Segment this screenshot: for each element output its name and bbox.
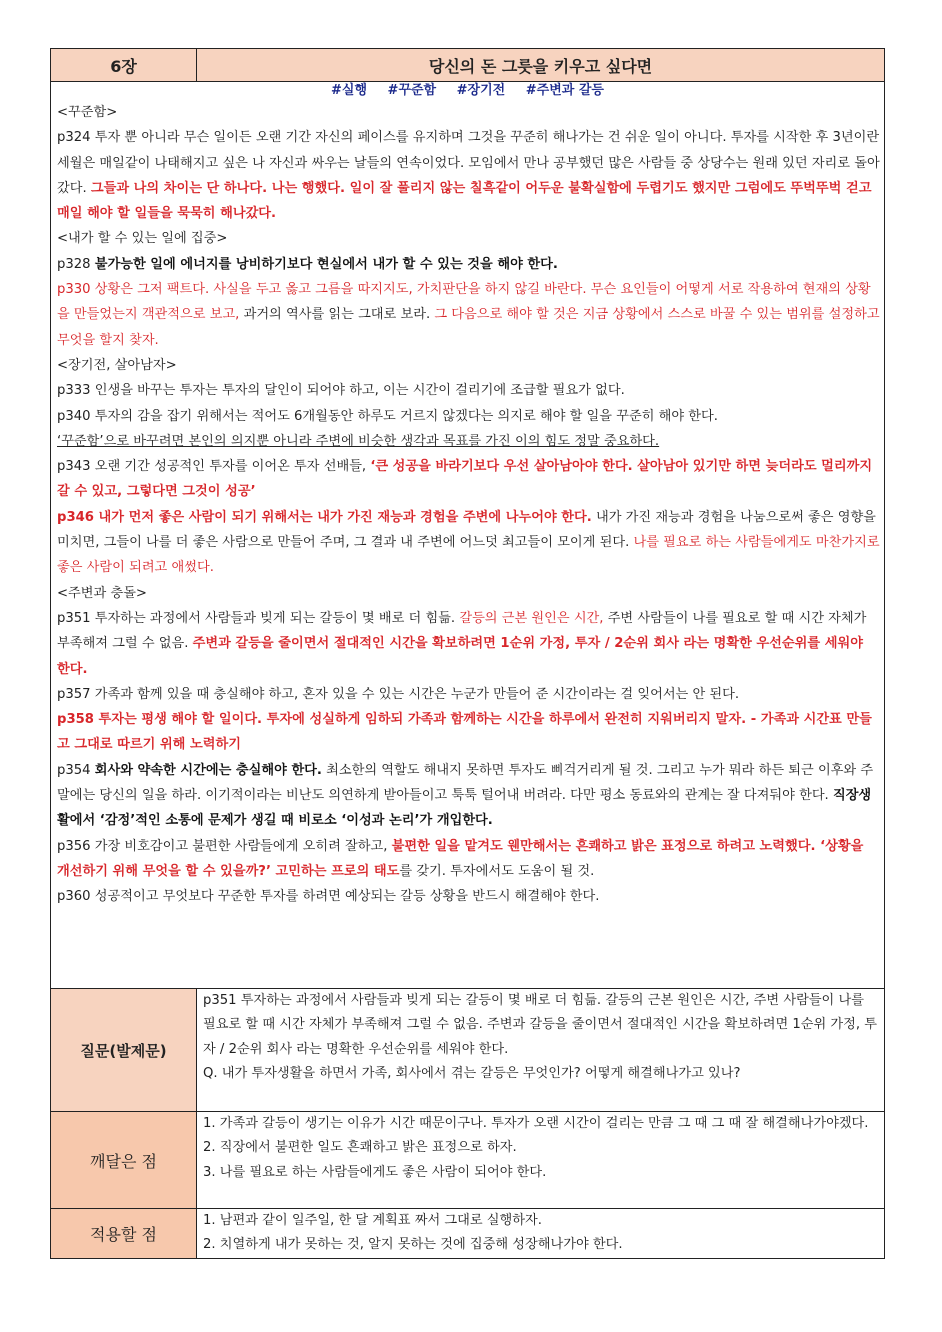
paragraph-p346 (57, 505, 880, 581)
section-title: <꾸준함> (57, 105, 118, 120)
underlined-text: ‘꾸준함’으로 바꾸려면 본인의 의지뿐 아니라 주변에 비슷한 생각과 목표를 가진 이의 힘도 정말 중요하다. (57, 433, 660, 449)
text: p356 가장 비호감이고 불편한 사람들에게 오히려 잘하고, (57, 838, 392, 854)
chapter-title: 당신의 돈 그릇을 키우고 싶다면 (197, 49, 885, 82)
summary-body (51, 100, 884, 910)
question-text: Q. 내가 투자생활을 하면서 가족, 회사에서 겪는 갈등은 무엇인가? 어떻게 해결해나가고 있나? (203, 1066, 741, 1082)
text: p324 투자 뿐 아니라 무슨 일이든 오랜 기간 자신의 페이스를 유지하며 그것을 꾸준히 해나가는 건 쉬운 일이 아니다. 투자를 시작한 후 3년이란 세월은 매일같이 나태해지고 싶은 나 자신과 싸우는 날들의 연속이었다. 모임에서 만나 공부했던 많은 사람들 중 상당수는 원래 있던 자리로 돌아갔다. (57, 130, 880, 196)
paragraph-p356 (57, 834, 880, 885)
realize-row (51, 1112, 885, 1209)
highlight-text: ‘큰 성공을 바라기보다 우선 살아남아야 한다. 살아남아 있기만 하면 늦더라도 멀리까지 갈 수 있고, 그렇다면 그것이 성공’ (57, 459, 873, 500)
tag: #주변과 갈등 (525, 83, 604, 98)
question-body: p351 투자하는 과정에서 사람들과 빚게 되는 갈등이 몇 배로 더 힘듦. 갈등의 근본 원인은 시간, 주변 사람들이 나를 필요로 할 때 시간 자체가 부족해져 그럴 수 없음. 주변과 갈등을 줄이면서 절대적인 시간을 확보하려면 1순위 가정, 투자 / 2순위 회사 라는 명확한 우선순위를 세워야 한다. (203, 993, 878, 1057)
bold-text: 불가능한 일에 에너지를 낭비하기보다 현실에서 내가 할 수 있는 것을 해야 한다. (94, 256, 558, 272)
text: p351 투자하는 과정에서 사람들과 빚게 되는 갈등이 몇 배로 더 힘듦. (57, 610, 460, 626)
paragraph-p340: p340 투자의 감을 잡기 위해서는 적어도 6개월동안 하루도 거르지 않겠다는 의지로 해야 할 일을 꾸준히 해야 한다. (57, 408, 718, 424)
list-item: 1. 남편과 같이 일주일, 한 달 계획표 짜서 그대로 실행하자. (203, 1213, 542, 1228)
section-title: <주변과 충돌> (57, 585, 147, 601)
content-cell (51, 82, 885, 989)
paragraph-p351 (57, 606, 880, 682)
question-row (51, 989, 885, 1112)
content-row (51, 82, 885, 989)
question-label: 질문(발제문) (51, 989, 197, 1112)
paragraph-p357: p357 가족과 함께 있을 때 충실해야 하고, 혼자 있을 수 있는 시간은 누군가 만들어 준 시간이라는 걸 잊어서는 안 된다. (57, 686, 740, 702)
paragraph-p354 (57, 758, 880, 834)
text: 과거의 역사를 읽는 그대로 보라. (243, 307, 435, 323)
paragraph-p358: p358 투자는 평생 해야 할 일이다. 투자에 성실하게 임하되 가족과 함께하는 시간을 하루에서 완전히 지워버리지 말자. - 가족과 시간표 만들고 그대로 따르기 위해 노력하기 (57, 712, 872, 753)
chapter-label: 6장 (51, 49, 197, 82)
tag-line (51, 82, 884, 100)
highlight-text: 갈등의 근본 원인은 시간, (459, 610, 604, 626)
list-item: 2. 직장에서 불편한 일도 흔쾌하고 밝은 표정으로 하자. (203, 1140, 517, 1156)
apply-label: 적용할 점 (51, 1209, 197, 1259)
section-title: <장기전, 살아남자> (57, 357, 177, 373)
paragraph-p328 (57, 252, 880, 277)
text: 최소한의 역할도 해내지 못하면 투자도 삐걱거리게 될 것. 그리고 누가 뭐라 하든 퇴근 이후와 주말에는 당신의 일을 하라. 이기적이라는 비난도 의연하게 받아들이고 툭툭 털어내 버려라. 다만 평소 동료와의 관계는 잘 다져둬야 한다. (57, 762, 874, 804)
apply-cell (197, 1209, 885, 1259)
tag: #꾸준함 (387, 83, 437, 98)
text: 내가 가진 재능과 경험을 나눔으로써 좋은 영향을 미치면, 그들이 나를 더 좋은 사람으로 만들어 주며, 그 결과 내 주변에 어느덧 최고들이 모이게 된다. (57, 509, 876, 551)
highlight-text: 나를 필요로 하는 사람들에게도 마찬가지로 좋은 사람이 되려고 애썼다. (57, 535, 880, 576)
realize-label: 깨달은 점 (51, 1112, 197, 1209)
text: p343 오랜 기간 성공적인 투자를 이어온 투자 선배들, (57, 459, 371, 475)
highlight-text: 그 다음으로 해야 할 것은 지금 상황에서 스스로 바꿀 수 있는 범위를 설정하고 무엇을 할지 찾자. (57, 307, 880, 348)
text: 주변 사람들이 나를 필요로 할 때 시간 자체가 부족해져 그럴 수 없음. (57, 610, 867, 652)
highlight-text: 불편한 일을 맡겨도 웬만해서는 흔쾌하고 밝은 표정으로 하려고 노력했다. ‘상황을 개선하기 위해 무엇을 할 수 있을까?’ 고민하는 프로의 태도 (57, 838, 864, 879)
header-row (51, 49, 885, 82)
page-number: p328 (57, 256, 95, 272)
tag: #실행 (331, 83, 368, 98)
paragraph-p324 (57, 125, 880, 226)
paragraph-p343 (57, 454, 880, 505)
list-item: 2. 치열하게 내가 못하는 것, 알지 못하는 것에 집중해 성장해나가야 한다. (203, 1237, 623, 1253)
highlight-text: p346 내가 먼저 좋은 사람이 되기 위해서는 내가 가진 재능과 경험을 주변에 나누어야 한다. (57, 509, 592, 525)
paragraph-p360: p360 성공적이고 무엇보다 꾸준한 투자를 하려면 예상되는 갈등 상황을 반드시 해결해야 한다. (57, 889, 600, 905)
question-cell (197, 989, 885, 1112)
realize-cell (197, 1112, 885, 1209)
paragraph-p330 (57, 277, 880, 353)
page-number: p354 (57, 762, 95, 778)
worksheet-table (50, 48, 885, 1259)
section-title: <내가 할 수 있는 일에 집중> (57, 231, 228, 247)
list-item: 1. 가족과 갈등이 생기는 이유가 시간 때문이구나. 투자가 오랜 시간이 걸리는 만큼 그 때 그 때 잘 해결해나가야겠다. (203, 1116, 869, 1131)
paragraph-p333: p333 인생을 바꾸는 투자는 투자의 달인이 되어야 하고, 이는 시간이 걸리기에 조급할 필요가 없다. (57, 383, 625, 399)
list-item: 3. 나를 필요로 하는 사람들에게도 좋은 사람이 되어야 한다. (203, 1164, 547, 1180)
tag: #장기전 (456, 83, 506, 98)
bold-text: 회사와 약속한 시간에는 충실해야 한다. (94, 762, 322, 778)
bold-text: 직장생활에서 ‘감정’적인 소통에 문제가 생길 때 비로소 ‘이성과 논리’가 개입한다. (57, 788, 872, 829)
worksheet (50, 48, 884, 1259)
realize-list (203, 1112, 880, 1185)
apply-list (203, 1209, 880, 1258)
text: 를 갖기. 투자에서도 도움이 될 것. (399, 863, 595, 879)
highlight-text: 그들과 나의 차이는 단 하나다. 나는 행했다. 일이 잘 풀리지 않는 칠흑같이 어두운 불확실함에 두렵기도 했지만 그럼에도 뚜벅뚜벅 걷고 매일 해야 할 일들을 묵묵히 해나갔다. (57, 180, 872, 222)
highlight-text: p330 상황은 그저 팩트다. 사실을 두고 옳고 그름을 따지지도, 가치판단을 하지 않길 바란다. 무슨 요인들이 어떻게 서로 작용하여 현재의 상황을 만들었는지 객관적으로 보고, (57, 282, 871, 323)
highlight-text: 주변과 갈등을 줄이면서 절대적인 시간을 확보하려면 1순위 가정, 투자 / 2순위 회사 라는 명확한 우선순위를 세워야 한다. (57, 636, 863, 677)
apply-row (51, 1209, 885, 1259)
